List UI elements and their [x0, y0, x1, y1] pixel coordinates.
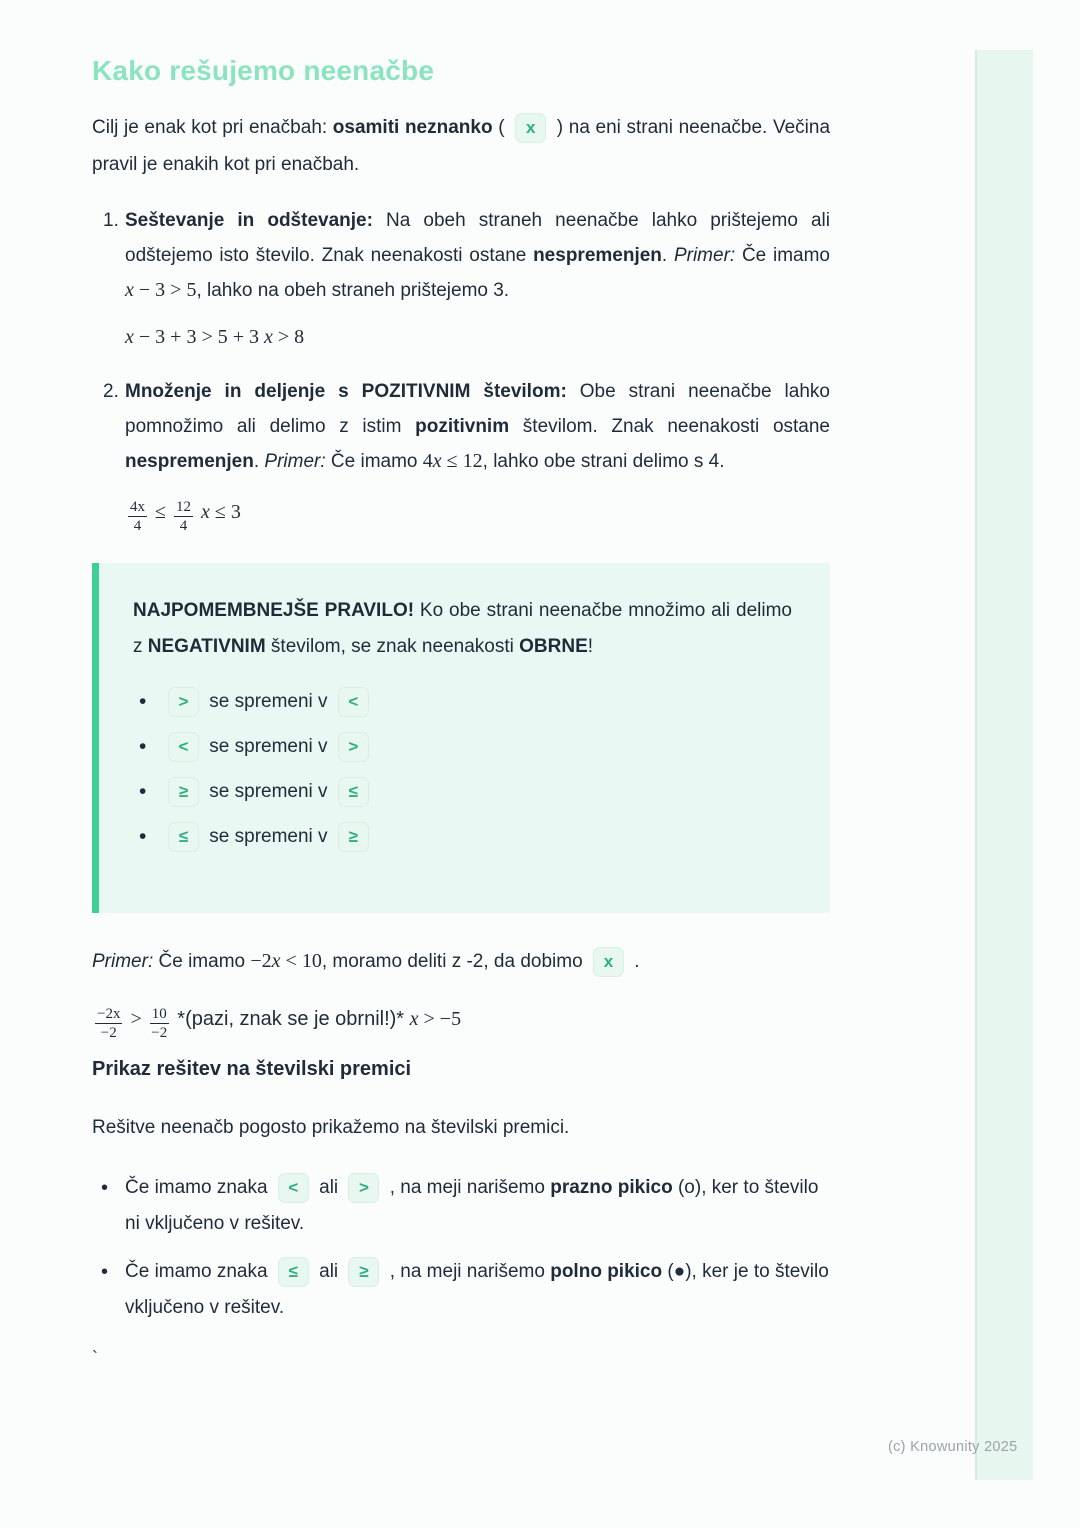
rule-item-2 — [92, 374, 830, 479]
intro-paragraph: Cilj je enak kot pri enačbah: osamiti neznanko ( x ) na eni strani neenačbe. Večina pravil je enakih kot pri enačbah. — [92, 109, 830, 183]
fraction: $\frac{4x}{4}$ — [130, 499, 145, 534]
fraction: $\frac{12}{4}$ — [175, 499, 191, 534]
rule-item-1 — [92, 203, 830, 308]
rule-text: Množenje in deljenje s POZITIVNIM številom: Obe strani neenačbe lahko pomnožimo ali delimo z istim pozitivnim številom. Znak neenakosti ostane nespremenjen. Primer: Če imamo 4x ≤ 12, lahko obe strani delimo s 4. — [125, 381, 830, 472]
symbol-badge: > — [348, 1173, 379, 1203]
important-rule-callout — [92, 563, 830, 913]
symbol-badge: x — [593, 947, 624, 977]
callout-text: NAJPOMEMBNEJŠE PRAVILO! Ko obe strani neenačbe množimo ali delimo z NEGATIVNIM številom, se znak neenakosti OBRNE! — [133, 600, 792, 657]
sign-flip-list — [133, 685, 792, 853]
symbol-badge: ≤ — [338, 777, 369, 807]
numberline-intro: Rešitve neenačb pogosto prikažemo na številski premici. — [92, 1117, 570, 1138]
symbol-badge: < — [168, 732, 199, 762]
document-content — [92, 0, 830, 1368]
symbol-badge: ≥ — [338, 822, 369, 852]
symbol-badge: ≥ — [168, 777, 199, 807]
fraction: $\frac{-2x}{-2}$ — [97, 1006, 121, 1041]
numberline-list — [92, 1170, 830, 1326]
numberline-heading: Prikaz rešitev na številski premici — [92, 1058, 412, 1080]
stray-backtick: ` — [92, 1348, 98, 1368]
math-expression-division: $\frac{4x}{4}$ ≤ $\frac{12}{4}$ x ≤ 3 — [130, 499, 241, 534]
symbol-badge: ≤ — [278, 1257, 309, 1287]
symbol-badge: ≥ — [348, 1257, 379, 1287]
symbol-badge: > — [338, 732, 369, 762]
page-edge-accent-bar — [975, 50, 1033, 1480]
rules-list — [92, 203, 830, 535]
rule-number: 2. — [103, 381, 119, 402]
rule-text: Seštevanje in odštevanje: Na obeh straneh neenačbe lahko prištejemo ali odštejemo isto število. Znak neenakosti ostane nespremenjen. Primer: Če imamo x − 3 > 5, lahko na obeh straneh prištejemo 3. — [125, 210, 830, 301]
copyright-footer: (c) Knowunity 2025 — [888, 1439, 1018, 1455]
symbol-badge: > — [168, 687, 199, 717]
symbol-badge: < — [278, 1173, 309, 1203]
sign-flip-item: • < se spremeni v > — [133, 730, 792, 763]
math-expression-negative-division: $\frac{-2x}{-2}$ > $\frac{10}{-2}$ *(pazi, znak se je obrnil!)* x > −5 — [97, 1006, 462, 1041]
example-paragraph: Primer: Če imamo −2x < 10, moramo deliti z -2, da dobimo x . — [92, 943, 830, 980]
rule-number: 1. — [103, 210, 119, 231]
sign-flip-item: • > se spremeni v < — [133, 685, 792, 718]
symbol-badge: < — [338, 687, 369, 717]
numberline-item-closed-dot: • Če imamo znaka ≤ ali ≥ , na meji narišemo polno pikico (●), ker je to število vključeno v rešitev. — [92, 1254, 830, 1326]
sign-flip-item: • ≤ se spremeni v ≥ — [133, 820, 792, 853]
numberline-item-open-dot: • Če imamo znaka < ali > , na meji narišemo prazno pikico (o), ker to število ni vključeno v rešitev. — [92, 1170, 830, 1242]
symbol-badge: ≤ — [168, 822, 199, 852]
symbol-badge: x — [515, 113, 546, 143]
page-title: Kako rešujemo neenačbe — [92, 55, 435, 86]
math-expression-addition: x − 3 + 3 > 5 + 3 x > 8 — [125, 326, 305, 348]
sign-flip-item: • ≥ se spremeni v ≤ — [133, 775, 792, 808]
fraction: $\frac{10}{-2}$ — [151, 1006, 168, 1041]
